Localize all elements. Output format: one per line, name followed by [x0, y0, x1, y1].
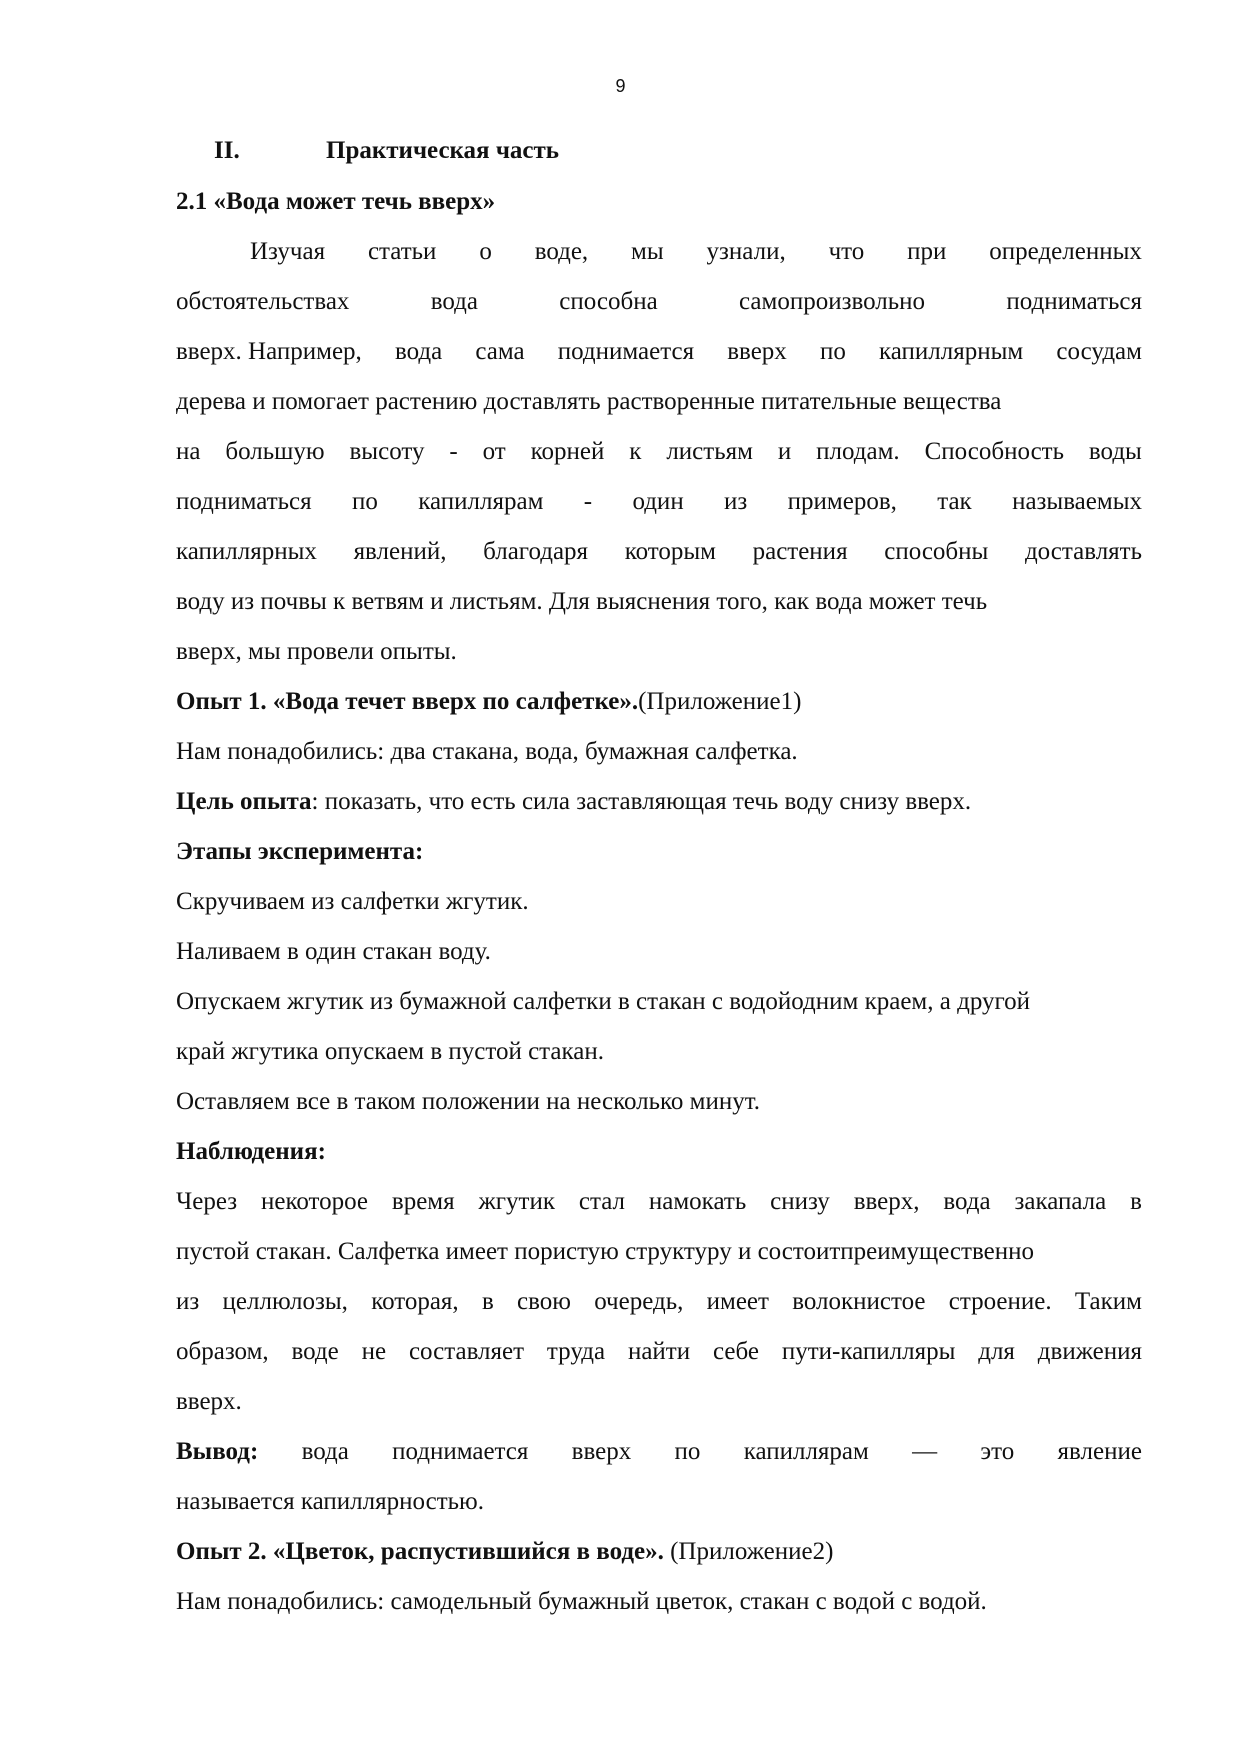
section-title: Практическая часть [326, 137, 560, 164]
word: пустой стакан. Салфетка имеет пористую структуру и состоитпреимущественно [176, 1238, 1034, 1265]
experiment-1-title-bold: Опыт 1. «Вода течет вверх по салфетке». [176, 688, 639, 715]
word: самопроизвольно [739, 288, 926, 315]
word: корней [530, 438, 605, 465]
word: растения [752, 538, 848, 565]
paragraph-line [176, 1327, 1142, 1377]
word: воды [1088, 438, 1142, 465]
word: в [481, 1288, 494, 1315]
word: не [361, 1338, 387, 1365]
word: к [629, 438, 642, 465]
word: вверх, [853, 1188, 920, 1215]
paragraph-line [176, 427, 1142, 477]
word: по [819, 338, 846, 365]
word: узнали, [706, 238, 786, 265]
document-body [176, 126, 1142, 1627]
intro-paragraph [176, 227, 1142, 627]
experiment-1-title [176, 677, 1142, 727]
paragraph-line [176, 527, 1142, 577]
word: строение. [948, 1288, 1052, 1315]
word: капиллярам [743, 1438, 869, 1465]
observations-last-line: вверх. [176, 1388, 242, 1415]
word: о [479, 238, 492, 265]
word: поднимается [557, 338, 695, 365]
paragraph-line [176, 1277, 1142, 1327]
section-numeral: II. [214, 137, 240, 164]
word: целлюлозы, [222, 1288, 348, 1315]
intro-last-line: вверх, мы провели опыты. [176, 638, 457, 665]
word: в [1130, 1188, 1142, 1215]
experiment-1-materials: Нам понадобились: два стакана, вода, бумажная салфетка. [176, 738, 798, 765]
word: из [176, 1288, 200, 1315]
page-number: 9 [615, 76, 626, 96]
word: по [352, 488, 378, 515]
word: так [937, 488, 972, 515]
word: Таким [1074, 1288, 1142, 1315]
word: благодаря [483, 538, 589, 565]
paragraph-line [176, 1177, 1142, 1227]
word: на [176, 438, 201, 465]
word: статьи [367, 238, 437, 265]
word: пути-капилляры [781, 1338, 956, 1365]
word: — [912, 1438, 938, 1465]
word: волокнистое [792, 1288, 926, 1315]
word: свою [517, 1288, 571, 1315]
word: вверх. Например, [176, 338, 362, 365]
step-1: Скручиваем из салфетки жгутик. [176, 888, 529, 915]
conclusion-line [176, 1427, 1142, 1477]
experiment-2-materials: Нам понадобились: самодельный бумажный цветок, стакан с водой с водой. [176, 1588, 987, 1615]
word: воду из почвы к ветвям и листьям. Для выяснения того, как вода может течь [176, 588, 988, 615]
experiment-1-goal [176, 777, 1142, 827]
conclusion-label: Вывод: [176, 1438, 259, 1465]
word: явление [1057, 1438, 1142, 1465]
word: жгутик [478, 1188, 555, 1215]
step-3-line-1: Опускаем жгутик из бумажной салфетки в стакан с водойодним краем, а другой [176, 988, 1031, 1015]
word: вода [430, 288, 478, 315]
paragraph-line [176, 327, 1142, 377]
word: вода [301, 1438, 349, 1465]
word: доставлять [1024, 538, 1142, 565]
word: сама [475, 338, 525, 365]
paragraph-line [176, 577, 1142, 627]
word: определенных [989, 238, 1142, 265]
word: вода [943, 1188, 991, 1215]
paragraph-line [176, 377, 1142, 427]
word: время [391, 1188, 455, 1215]
experiment-2-title-bold: Опыт 2. «Цветок, распустившийся в воде». [176, 1538, 664, 1565]
word: способны [884, 538, 989, 565]
word: воде [291, 1338, 339, 1365]
word: образом, [176, 1338, 269, 1365]
word: капиллярным [879, 338, 1024, 365]
word: сосудам [1056, 338, 1142, 365]
word: дерева и помогает растению доставлять растворенные питательные вещества [176, 388, 1002, 415]
word: называемых [1012, 488, 1142, 515]
observations-paragraph [176, 1177, 1142, 1377]
word: по [674, 1438, 701, 1465]
observations-label: Наблюдения: [176, 1138, 326, 1165]
word: капиллярных [176, 538, 317, 565]
word: большую [225, 438, 325, 465]
experiment-2-appendix-ref: (Приложение2) [663, 1538, 834, 1565]
word: при [907, 238, 947, 265]
word: и [777, 438, 792, 465]
word: снизу [770, 1188, 830, 1215]
word: очередь, [594, 1288, 684, 1315]
goal-label: Цель опыта [176, 788, 312, 815]
word: плодам. [816, 438, 900, 465]
word: движения [1037, 1338, 1142, 1365]
word: Изучая [250, 238, 326, 265]
word: способна [559, 288, 658, 315]
word: закапала [1014, 1188, 1107, 1215]
word: от [482, 438, 506, 465]
step-3-line-2: край жгутика опускаем в пустой стакан. [176, 1038, 604, 1065]
subsection-title: 2.1 «Вода может течь вверх» [176, 188, 496, 215]
section-heading [176, 126, 1142, 176]
word: явлений, [353, 538, 447, 565]
word: себе [712, 1338, 759, 1365]
stages-label: Этапы эксперимента: [176, 838, 424, 865]
word: обстоятельствах [176, 288, 350, 315]
word: высоту [349, 438, 425, 465]
goal-text: : показать, что есть сила заставляющая течь воду снизу вверх. [311, 788, 972, 815]
word: мы [631, 238, 664, 265]
word: из [724, 488, 748, 515]
word: Через [176, 1188, 238, 1215]
word: поднимается [392, 1438, 529, 1465]
word: капиллярам [418, 488, 544, 515]
word: некоторое [261, 1188, 369, 1215]
word: примеров, [787, 488, 897, 515]
word: один [632, 488, 684, 515]
word: вверх [727, 338, 787, 365]
paragraph-line [176, 227, 1142, 277]
word: найти [627, 1338, 691, 1365]
word: листьям [666, 438, 753, 465]
word: вода [394, 338, 443, 365]
word: имеет [706, 1288, 769, 1315]
word: намокать [648, 1188, 747, 1215]
word: подниматься [176, 488, 312, 515]
word: стал [578, 1188, 625, 1215]
step-4: Оставляем все в таком положении на несколько минут. [176, 1088, 761, 1115]
word: труда [546, 1338, 606, 1365]
word: составляет [408, 1338, 525, 1365]
word: это [980, 1438, 1015, 1465]
word: - [449, 438, 458, 465]
word: для [978, 1338, 1015, 1365]
paragraph-line [176, 1227, 1142, 1277]
step-2: Наливаем в один стакан воду. [176, 938, 491, 965]
word: - [583, 488, 593, 515]
experiment-1-appendix-ref: (Приложение1) [638, 688, 802, 715]
paragraph-line [176, 477, 1142, 527]
conclusion-last-line: называется капиллярностью. [176, 1488, 484, 1515]
word: которая, [371, 1288, 459, 1315]
word: что [828, 238, 865, 265]
paragraph-line [176, 277, 1142, 327]
word: воде, [534, 238, 589, 265]
experiment-2-title [176, 1527, 1142, 1577]
word: вверх [571, 1438, 632, 1465]
word: которым [624, 538, 716, 565]
word: Способность [924, 438, 1064, 465]
word: подниматься [1006, 288, 1142, 315]
